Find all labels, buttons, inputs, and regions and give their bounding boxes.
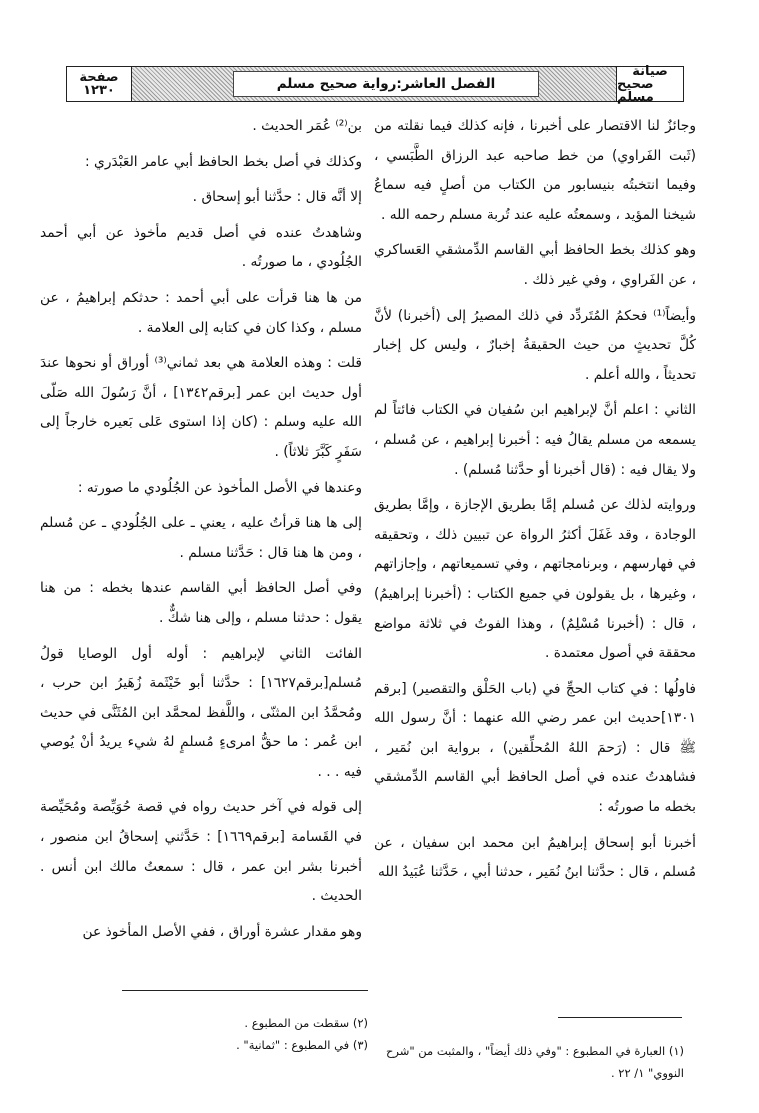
- paragraph: من ها هنا قرأت على أبي أحمد : حدثكم إبراهيمُ ، عن مسلم ، وكذا كان في كتابه إلى العلامة .: [40, 289, 362, 336]
- paragraph: وجائزٌ لنا الاقتصار على أخبرنا ، فإنه كذلك فيما نقلته من (ثَبت الفَراوي) من خط صاحبه عبد الرزاق الطَّبَسي ، وفيما انتخبتُه بنيسابور من الكتاب من أصلٍ فيه سماعُ شيخنا المؤيد ، وسمعتُه عليه عند تُربة مسلم رحمه الله .: [374, 118, 696, 223]
- paragraph: وأيضاً⁽¹⁾ فحكمُ المُتَردِّد في ذلك المصيرُ إلى (أخبرنا) لأنَّ كُلَّ تحديثٍ من حيث الحقيقةُ إخبارٌ ، وليس كل إخبار تحديثاً ، والله أعلم .: [374, 307, 696, 383]
- running-header: [66, 63, 684, 105]
- footnotes-right: [374, 1040, 684, 1084]
- footnote: (٣) في المطبوع : "ثمانية" .: [236, 1038, 368, 1052]
- header-page-number: [67, 67, 132, 101]
- footnote-separator-left: [122, 990, 368, 991]
- paragraph: وهو مقدار عشرة أوراق ، ففي الأصل المأخوذ عن: [82, 923, 362, 940]
- paragraph: الفائت الثاني لإبراهيم : أوله أول الوصايا قولُ مُسلم[برقم١٦٢٧] : حدَّثنا أبو خَيْثَمة زُهَيرُ ابن حرب ، ومُحمَّدُ ابن المثنّى ، واللَّفظ لمحمَّد ابن المُثَنَّى في حديث ابن عُمر : ما حقُّ امرىءٍ مُسلمٍ لهُ شيء يريدُ أنْ يُوصي فيه . . .: [40, 645, 362, 780]
- left-column: [40, 112, 362, 953]
- paragraph: إلى قوله في آخر حديث رواه في قصة حُوَيِّصة ومُحَيِّصة في القَسامة [برقم١٦٦٩] : حَدَّثني إسحاقُ ابن منصور ، أخبرنا بشر ابن عمر ، قال : سمعتُ مالك ابن أنس . الحديث .: [40, 799, 363, 905]
- header-book-title: [616, 63, 683, 105]
- header-book-title-line1: صيانة: [632, 63, 668, 79]
- paragraph: بن⁽²⁾ عُمَر الحديث .: [252, 118, 362, 134]
- paragraph: وكذلك في أصل بخط الحافظ أبي عامر العَبْدَري :: [85, 153, 362, 170]
- footnote: (٢) سقطت من المطبوع .: [244, 1016, 368, 1030]
- footnote: (١) العبارة في المطبوع : "وفي ذلك أيضاً" ، والمثبت من "شرح النووي" ١/ ٢٢ .: [385, 1044, 684, 1080]
- header-page-label: صفحة: [79, 70, 119, 85]
- paragraph: وفي أصل الحافظ أبي القاسم عندها بخطه : من هنا يقول : حدثنا مسلم ، وإلى هنا شكٌّ .: [40, 580, 362, 626]
- paragraph: إلى ها هنا قرأتُ عليه ، يعني ـ على الجُلُودي ـ عن مُسلم ، ومن ها هنا قال : حَدَّثنا مسلم .: [40, 515, 362, 561]
- right-column: [374, 112, 696, 894]
- paragraph: وعندها في الأصل المأخوذ عن الجُلُودي ما صورته :: [77, 479, 362, 496]
- paragraph: وهو كذلك بخط الحافظ أبي القاسم الدِّمشقي العَساكري ، عن الفَراوي ، وفي غير ذلك .: [374, 242, 696, 288]
- paragraph: وروايته لذلك عن مُسلم إمَّا بطريق الإجازة ، وإمَّا بطريق الوجادة ، وقد غَفَلَ أكثرُ الرواة عن تبيين ذلك ، وتحقيقه في فهارسهم ، وبرنامجاتهم ، وفي تسميعاتهم ، وإجازاتهم ، وغيرها ، بل يقولون في جميع الكتاب : (أخبرنا إبراهيمُ) ، قال : (أخبرنا مُسْلِمٌ) ، وهذا الفوتُ في ثلاثة مواضع محققة في أصول معتمدة .: [374, 497, 696, 662]
- paragraph: فاولُها : في كتاب الحجِّ في (باب الحَلْق والتقصير) [برقم ١٣٠١]حديث ابن عمر رضي الله عنهما : أنَّ رسول الله ﷺ قال : (رَحمَ اللهُ المُحلِّقين) ، برواية ابن نُمَير ، فشاهدتُ عنده في أصل الحافظ أبي القاسم الدِّمشقي بخطه ما صورتُه :: [374, 680, 696, 816]
- header-chapter-title: الفصل العاشر:رواية صحيح مسلم: [233, 71, 539, 97]
- paragraph: أخبرنا أبو إسحاق إبراهيمُ ابن محمد ابن سفيان ، عن مُسلم ، قال : حدَّثنا ابنُ نُمَير ، حدثنا أبي ، حَدَّثنا عُبَيدُ الله: [374, 834, 696, 881]
- footnotes-left: [122, 1012, 368, 1056]
- header-book-title-line2: صحيح مسلم: [617, 76, 654, 105]
- header-page-value: ١٢٣٠: [83, 83, 115, 98]
- paragraph: قلت : وهذه العلامة هي بعد ثماني⁽³⁾ أوراق أو نحوها عندَ أول حديث ابن عمر [برقم١٣٤٢] ، أنَّ رَسُولَ الله صَلّى الله عليه وسلم : (كان إذا استوى عَلى بَعيره خارجاً إلى سَفَرٍ كَبَّرَ ثلاثاً) .: [40, 355, 362, 460]
- paragraph: إلا أنَّه قال : حدَّثنا أبو إسحاق .: [192, 189, 362, 206]
- paragraph: وشاهدتُ عنده في أصل قديم مأخوذ عن أبي أحمد الجُلُودي ، ما صورتُه .: [40, 224, 362, 271]
- footnote-separator-right: [558, 1017, 682, 1018]
- paragraph: الثاني : اعلم أنَّ لإبراهيم ابن سُفيان في الكتاب فائتاً لم يسمعه من مسلم يقالُ فيه : أخبرنا إبراهيم ، عن مُسلم ، ولا يقال فيه : (قال أخبرنا أو حدَّثنا مُسلم) .: [374, 402, 696, 478]
